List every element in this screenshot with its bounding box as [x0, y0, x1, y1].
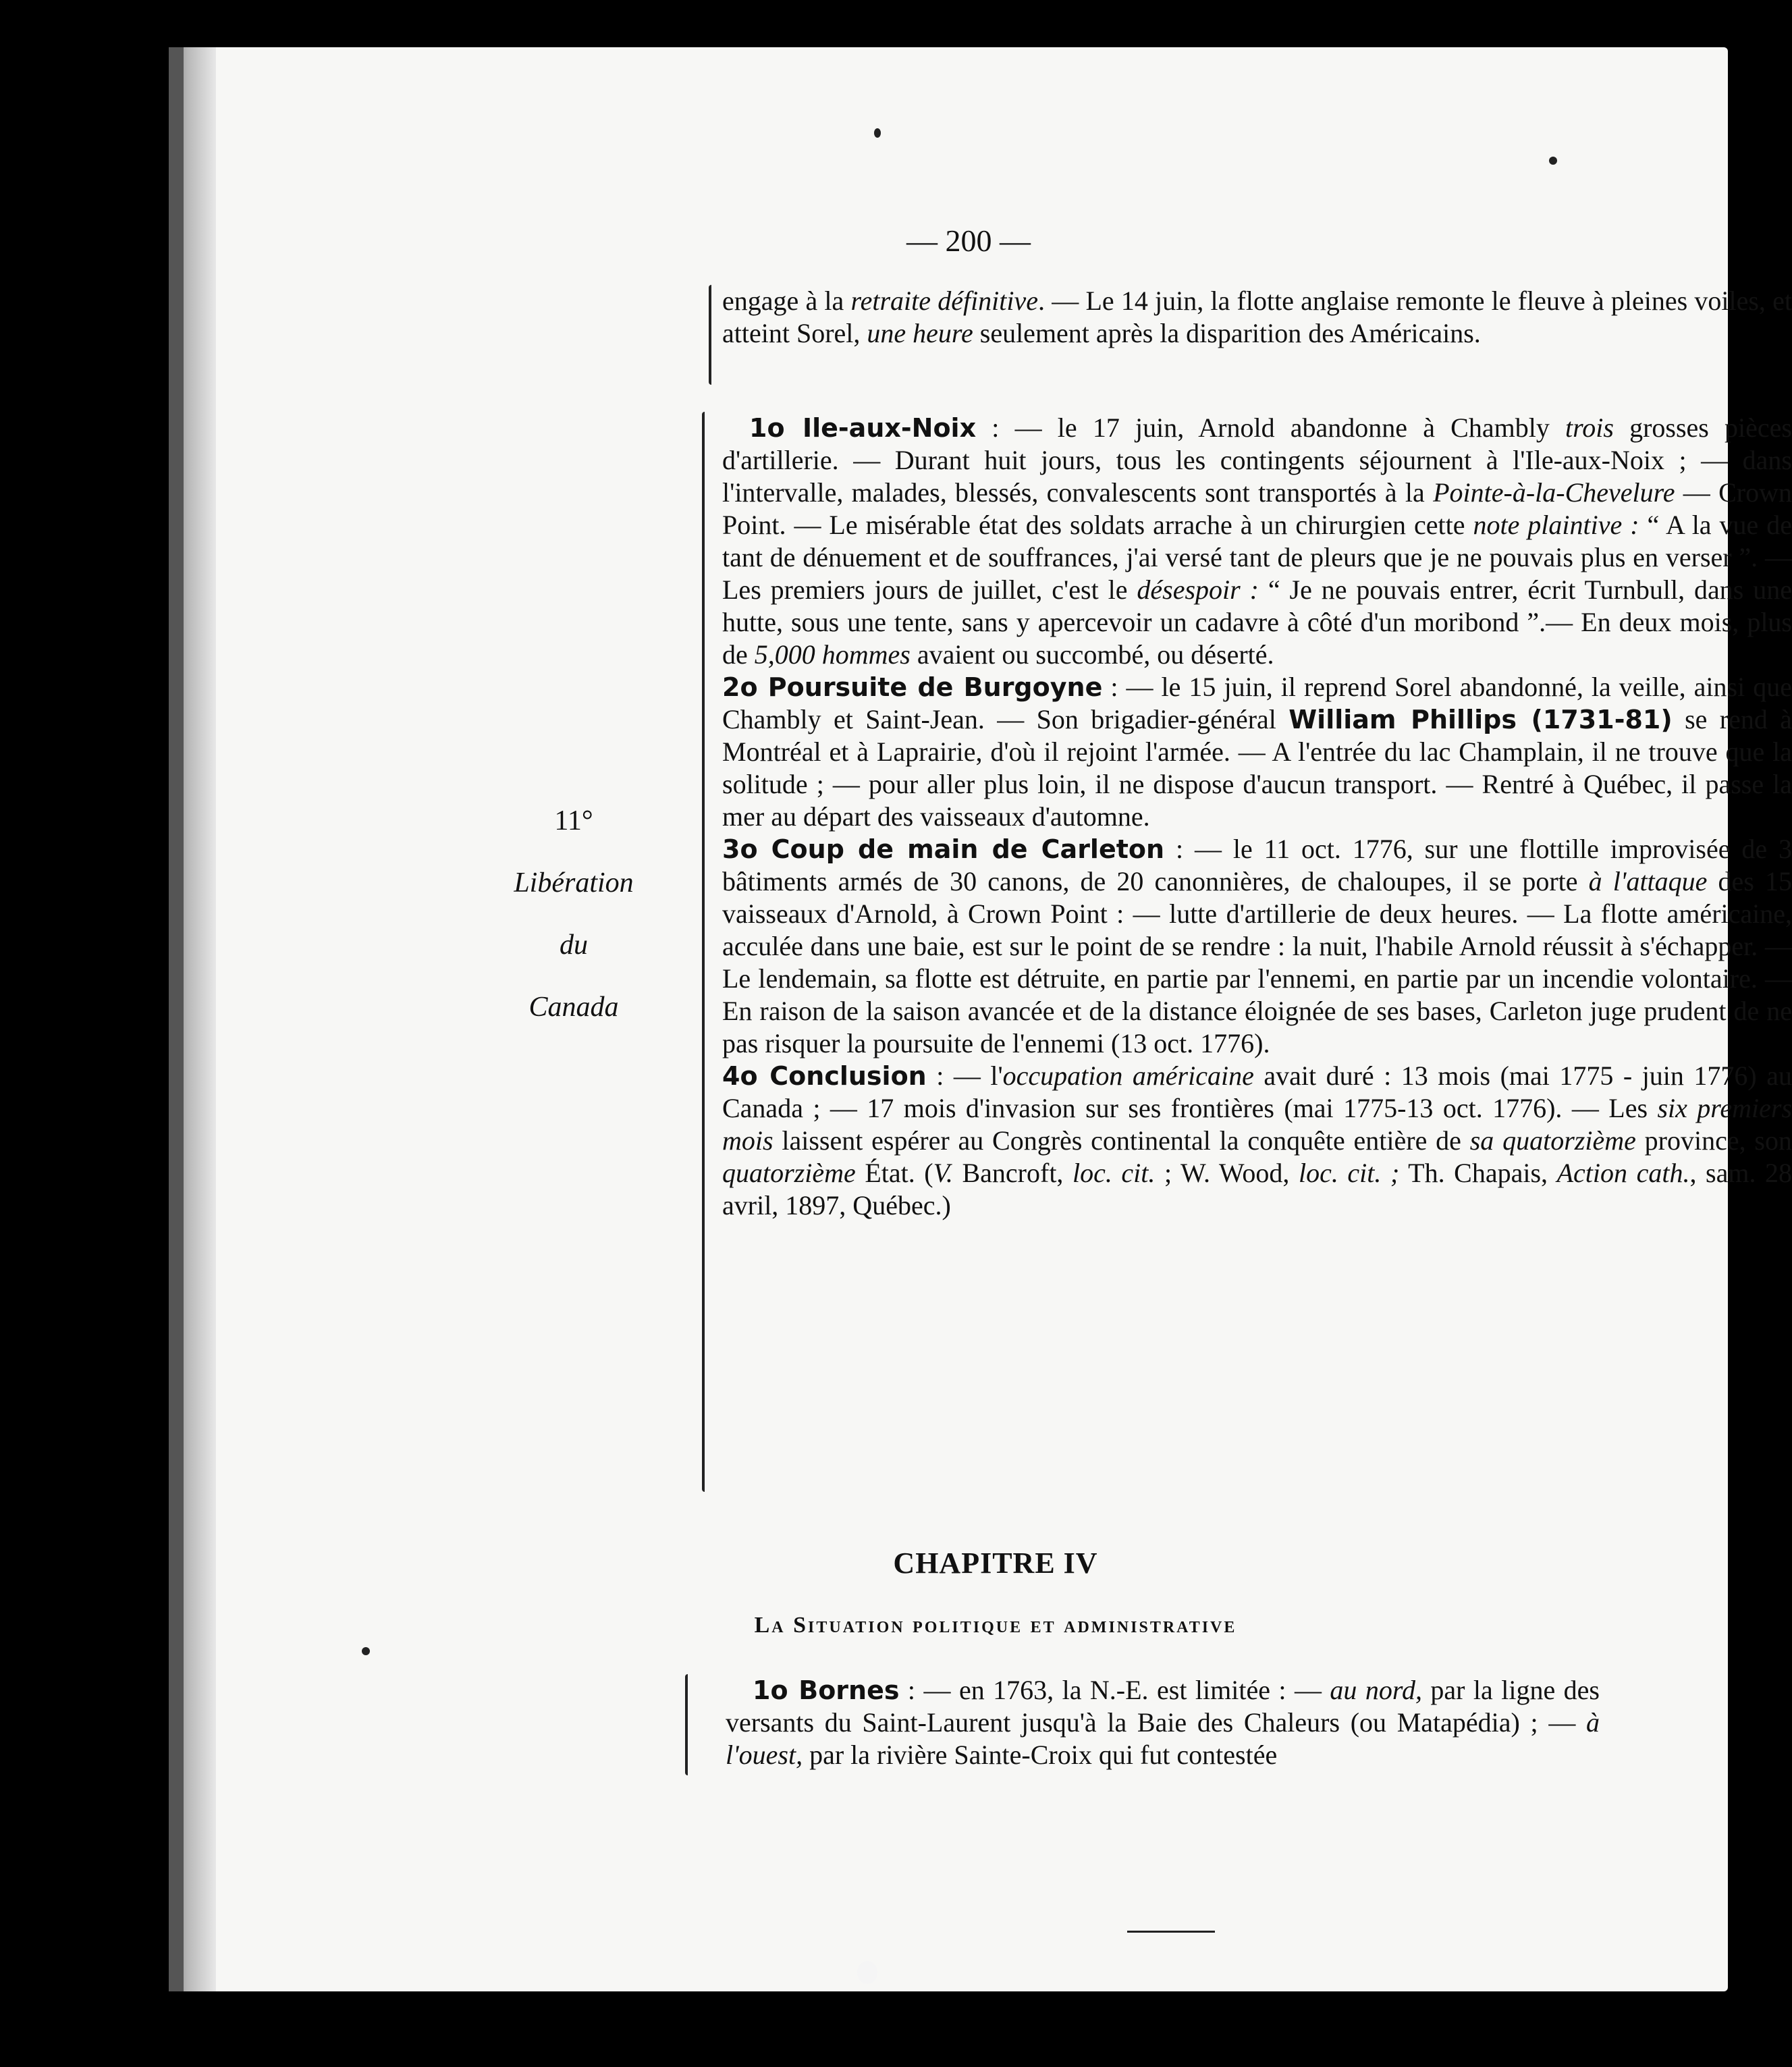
scan-speck — [362, 1647, 370, 1655]
text-run-italic: Pointe-à-la-Chevelure — [1433, 477, 1675, 508]
sections-block — [722, 412, 1792, 1222]
text-run: : — l' — [926, 1061, 1003, 1091]
text-run: seulement après la disparition des Américains. — [973, 318, 1481, 348]
scan-speck — [1549, 157, 1557, 165]
section-conclusion — [722, 1060, 1792, 1222]
brace-bornes — [685, 1674, 688, 1775]
text-run-italic: 5,000 hommes — [754, 639, 911, 670]
margin-note-line: Libération — [514, 867, 634, 898]
brace-top — [709, 285, 711, 385]
section-heading: 4o Conclusion — [722, 1061, 927, 1091]
margin-note — [452, 790, 695, 1038]
text-run: — Crown Point. — Le misérable état des soldats arrache à un chirurgien cette — [722, 477, 1792, 540]
margin-note-line: du — [560, 930, 588, 961]
page-number: — 200 — — [906, 223, 1031, 258]
text-run-italic: à l'ouest, — [726, 1707, 1600, 1770]
bornes-paragraph — [726, 1674, 1600, 1771]
text-run-italic: V. — [933, 1158, 953, 1188]
margin-note-number: 11° — [554, 805, 593, 836]
text-run: laissent espérer au Congrès continental la conquête entière de — [773, 1125, 1470, 1156]
chapter-block — [169, 1546, 1728, 1638]
text-run: grosses pièces d'artillerie. — Durant huit jours, tous les contingents séjournent à l'Ile-aux-Noix ; — dans l'intervalle, malades, blessés, convalescents sont transportés à la — [722, 412, 1792, 508]
brace-main — [702, 412, 705, 1492]
text-run: “ A la vue de tant de dénuement et de souffrances, j'ai versé tant de pleurs que je ne pouvais plus en verser ”. — Les premiers jours de juillet, c'est le — [722, 510, 1792, 605]
section-ile-aux-noix — [722, 412, 1792, 671]
section-burgoyne — [722, 671, 1792, 833]
section-heading: 1o Ile-aux-Noix — [749, 413, 977, 443]
scan-speck — [857, 1961, 877, 1984]
section-carleton — [722, 833, 1792, 1060]
top-paragraph — [722, 285, 1792, 350]
text-run: des 15 vaisseaux d'Arnold, à Crown Point : — lutte d'artillerie de deux heures. — La flotte américaine, acculée dans une baie, est sur le point de se rendre : la nuit, l'habile Arnold réussit à s'échapper. — Le lendemain, sa flotte est détruite, en partie par l'ennemi, en partie par un incendie volontaire. — En raison de la saison avancée et de la distance éloignée de ses bases, Carleton juge prudent de ne pas risquer la poursuite de l'ennemi (13 oct. 1776). — [722, 866, 1792, 1058]
text-run-bold: William Phillips (1731-81) — [1288, 705, 1673, 734]
text-run: Bancroft, — [952, 1158, 1073, 1188]
text-run: État. ( — [855, 1158, 933, 1188]
text-run: , sam. 28 avril, 1897, Québec.) — [722, 1158, 1792, 1220]
text-run-italic: désespoir : — [1137, 574, 1259, 605]
text-run: : — le 11 oct. 1776, sur une flottille improvisée de 3 bâtiments armés de 30 canons, de 20 canonnières, de chaloupes, il se porte — [722, 834, 1792, 896]
text-run: . — Le 14 juin, la flotte anglaise remonte le fleuve à pleines voiles, et atteint Sorel, — [722, 286, 1792, 348]
text-run: province, son — [1635, 1125, 1792, 1156]
chapter-subtitle: La Situation politique et administrative — [754, 1613, 1237, 1638]
chapter-title: CHAPITRE IV — [893, 1547, 1098, 1580]
text-run-italic: quatorzième — [722, 1158, 856, 1188]
text-run: : — en 1763, la N.-E. est limitée : — — [899, 1675, 1330, 1705]
text-run: avaient ou succombé, ou déserté. — [910, 639, 1274, 670]
text-run-italic: trois — [1565, 412, 1614, 443]
text-run-italic: une heure — [867, 318, 973, 348]
section-heading: 3o Coup de main de Carleton — [722, 834, 1165, 864]
text-run-italic: au nord, — [1330, 1675, 1422, 1705]
text-run-italic: sa quatorzième — [1469, 1125, 1636, 1156]
text-run: ; W. Wood, — [1155, 1158, 1299, 1188]
text-run-italic: retraite définitive — [850, 286, 1039, 316]
text-run-italic: loc. cit. ; — [1299, 1158, 1400, 1188]
scan-speck — [874, 128, 881, 138]
text-run: se rend à Montréal et à Laprairie, d'où il rejoint l'armée. — A l'entrée du lac Champlain, il ne trouve que la solitude ; — pour aller plus loin, il ne dispose d'aucun transport. — Rentré à Québec, il passe la mer au départ des vaisseaux d'automne. — [722, 704, 1792, 832]
section-heading: 2o Poursuite de Burgoyne — [722, 672, 1103, 702]
text-run: engage à la — [722, 286, 851, 316]
text-run: : — le 15 juin, il reprend Sorel abandonné, la veille, ainsi que Chambly et Saint-Jean. — Son brigadier-général — [722, 672, 1792, 734]
text-run-italic: occupation américaine — [1002, 1061, 1254, 1091]
margin-note-line: Canada — [528, 992, 619, 1023]
page-edge — [169, 47, 184, 1991]
text-run-italic: note plaintive : — [1473, 510, 1639, 540]
section-heading: 1o Bornes — [753, 1675, 900, 1705]
text-run: Th. Chapais, — [1399, 1158, 1557, 1188]
text-run-italic: Action cath. — [1556, 1158, 1690, 1188]
text-run: : — le 17 juin, Arnold abandonne à Chambly — [976, 412, 1566, 443]
text-run: avait duré : 13 mois (mai 1775 - juin 1776) au Canada ; — 17 mois d'invasion sur ses frontières (mai 1775-13 oct. 1776). — Les — [722, 1061, 1792, 1123]
text-run: “ Je ne pouvais entrer, écrit Turnbull, dans une hutte, sous une tente, sans y apercevoir un cadavre à côté d'un moribond ”.— En deux mois, plus de — [722, 574, 1792, 670]
section-divider — [1127, 1931, 1215, 1933]
text-run: par la rivière Sainte-Croix qui fut contestée — [803, 1740, 1278, 1770]
text-run-italic: à l'attaque — [1588, 866, 1708, 896]
text-run-italic: six premiers mois — [722, 1093, 1792, 1156]
text-run-italic: loc. cit. — [1073, 1158, 1156, 1188]
text-run: par la ligne des versants du Saint-Laurent jusqu'à la Baie des Chaleurs (ou Matapédia) ; — — [726, 1675, 1600, 1738]
